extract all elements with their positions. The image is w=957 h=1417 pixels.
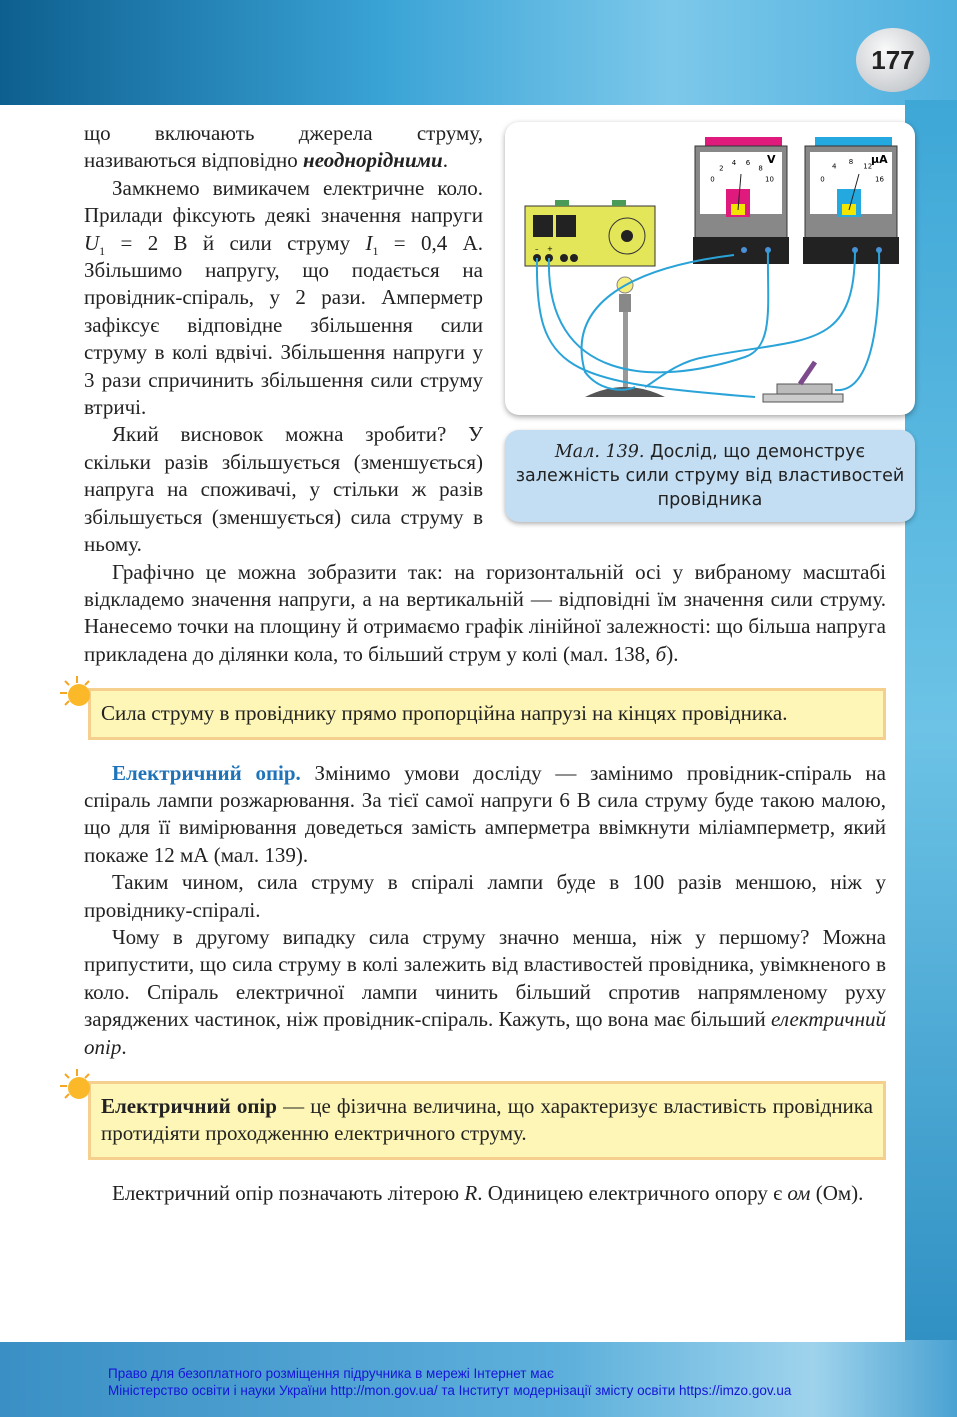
scale-tick-label: 6 [745,158,751,167]
caption-label: Мал. 139. [554,442,645,462]
page-number: 177 [856,28,930,92]
symbol-r: R [464,1180,478,1205]
sun-icon [59,675,95,711]
figure-experiment [505,122,915,522]
scale-tick-label: 0 [820,175,825,184]
knife-switch [763,362,843,402]
spacer [84,668,886,688]
figure-caption [505,430,915,522]
paragraph [84,1180,886,1207]
text: Замкнемо вимикачем електричне коло. Прилади фіксують деякі значення напруги [84,175,483,228]
spacer [84,1160,886,1180]
spacer [84,1061,886,1081]
rule-box [88,688,886,739]
spacer [84,740,886,760]
text: = 2 В й сили струму [105,230,366,255]
voltmeter-unit: V [767,153,776,166]
page-content [84,120,905,1207]
voltmeter [693,137,789,264]
paragraph [84,559,886,669]
figure-card [505,122,915,415]
power-supply [525,200,655,266]
subscript: 1 [99,243,106,258]
rule-text: Сила струму в провіднику прямо пропорційна напрузі на кінцях провідника. [101,701,788,726]
text: Чому в другому випадку сила струму значно менша, ніж у першому? Можна припустити, що сила струму в колі залежить від властивостей провідника, увімкненого в коло. Спіраль електричної лампи чинить більший спротив напрямленому руху заряджених частинок, ніж провідник-спіраль. Кажуть, що вона має більший [84,924,886,1032]
text: ). [666,641,679,666]
section-heading: Електричний опір. [112,760,301,785]
text: . [121,1034,127,1059]
text: Електричний опір позначають літерою [112,1180,465,1205]
text: = 0,4 А. Збільшимо напругу, що подається на провідник-спіраль, у 2 рази. Амперметр зафіксує відповідне збільшення сили струму в колі вдвічі. Збільшення напруги у 3 рази спричинить збільшення сили струму втричі. [84,230,483,420]
scale-tick-label: 4 [832,162,837,171]
footer-line: Право для безоплатного розміщення підручника в мережі Інтернет має [108,1366,554,1381]
symbol-i: I [365,230,373,255]
term-emphasis: неоднорідними [303,148,443,173]
scale-tick-label: 8 [848,158,854,166]
subscript: 1 [372,243,379,258]
definition-text: — це фізична величина, що характеризує властивість провідника протидіяти проходженню електричного струму. [101,1094,873,1146]
term-emphasis: електричний опір [84,1007,886,1059]
text: б [655,641,667,666]
copyright-footer [108,1365,791,1399]
paragraph [84,924,886,1061]
lamp-stand [585,277,665,397]
text: стільки ж разів збільшується (зменшується) сила струму в ньому. [84,477,483,557]
minus-label: – [535,245,539,253]
sun-icon [59,1068,95,1104]
symbol-u: U [84,230,100,255]
scale-tick-label: 12 [863,162,873,171]
footer-line: Міністерство освіти і науки України http://mon.gov.ua/ та Інститут модернізації змісту освіти https://imzo.gov.ua [108,1383,792,1398]
caption-text: Дослід, що демонструє залежність сили струму від властивостей провідника [515,442,905,510]
text: Який висновок можна зробити? У скільки разів збільшується (зменшується) напруга на споживачі, у [84,422,483,502]
scale-tick-label: 16 [875,175,884,184]
text: . Одиницею електричного опору є [477,1180,788,1205]
text: що включають джерела струму, називаються відповідно [84,121,483,173]
definition-box [88,1081,886,1160]
text: (Ом). [810,1180,864,1205]
ammeter-unit: μA [871,153,888,166]
definition-term: Електричний опір [101,1094,277,1118]
scale-tick-label: 4 [731,158,737,167]
plus-label: + [547,245,553,253]
scale-tick-label: 10 [765,175,774,184]
text: ом [787,1180,811,1205]
scale-tick-label: 0 [710,175,715,184]
text: Графічно це можна зобразити так: на горизонтальній осі у вибраному масштабі відкладемо значення напруги, а на вертикальній — відповідні їм значення сили струму. Нанесемо точки на площину й отримаємо графік лінійної залежності: що більша напруга прикладена до ділянки кола, то більший струм у колі (мал. 138, [84,559,886,666]
circuit-illustration [505,122,915,415]
paragraph [84,760,886,870]
microammeter [803,137,899,264]
scale-tick-label: 2 [719,164,724,173]
scale-tick-label: 8 [758,164,763,173]
paragraph: Таким чином, сила струму в спіралі лампи буде в 100 разів меншою, ніж у провіднику-спіралі. [84,870,886,922]
text: Змінимо умови досліду — замінимо провідник-спіраль на спіраль лампи розжарювання. За тієї самої напруги 6 В сила струму буде такою малою, що для її вимірювання доведеться замість амперметра ввімкнути міліамперметр, який покаже 12 мА (мал. 139). [84,760,886,867]
text: . [442,148,448,173]
top-banner [0,0,957,108]
wires [537,250,879,397]
